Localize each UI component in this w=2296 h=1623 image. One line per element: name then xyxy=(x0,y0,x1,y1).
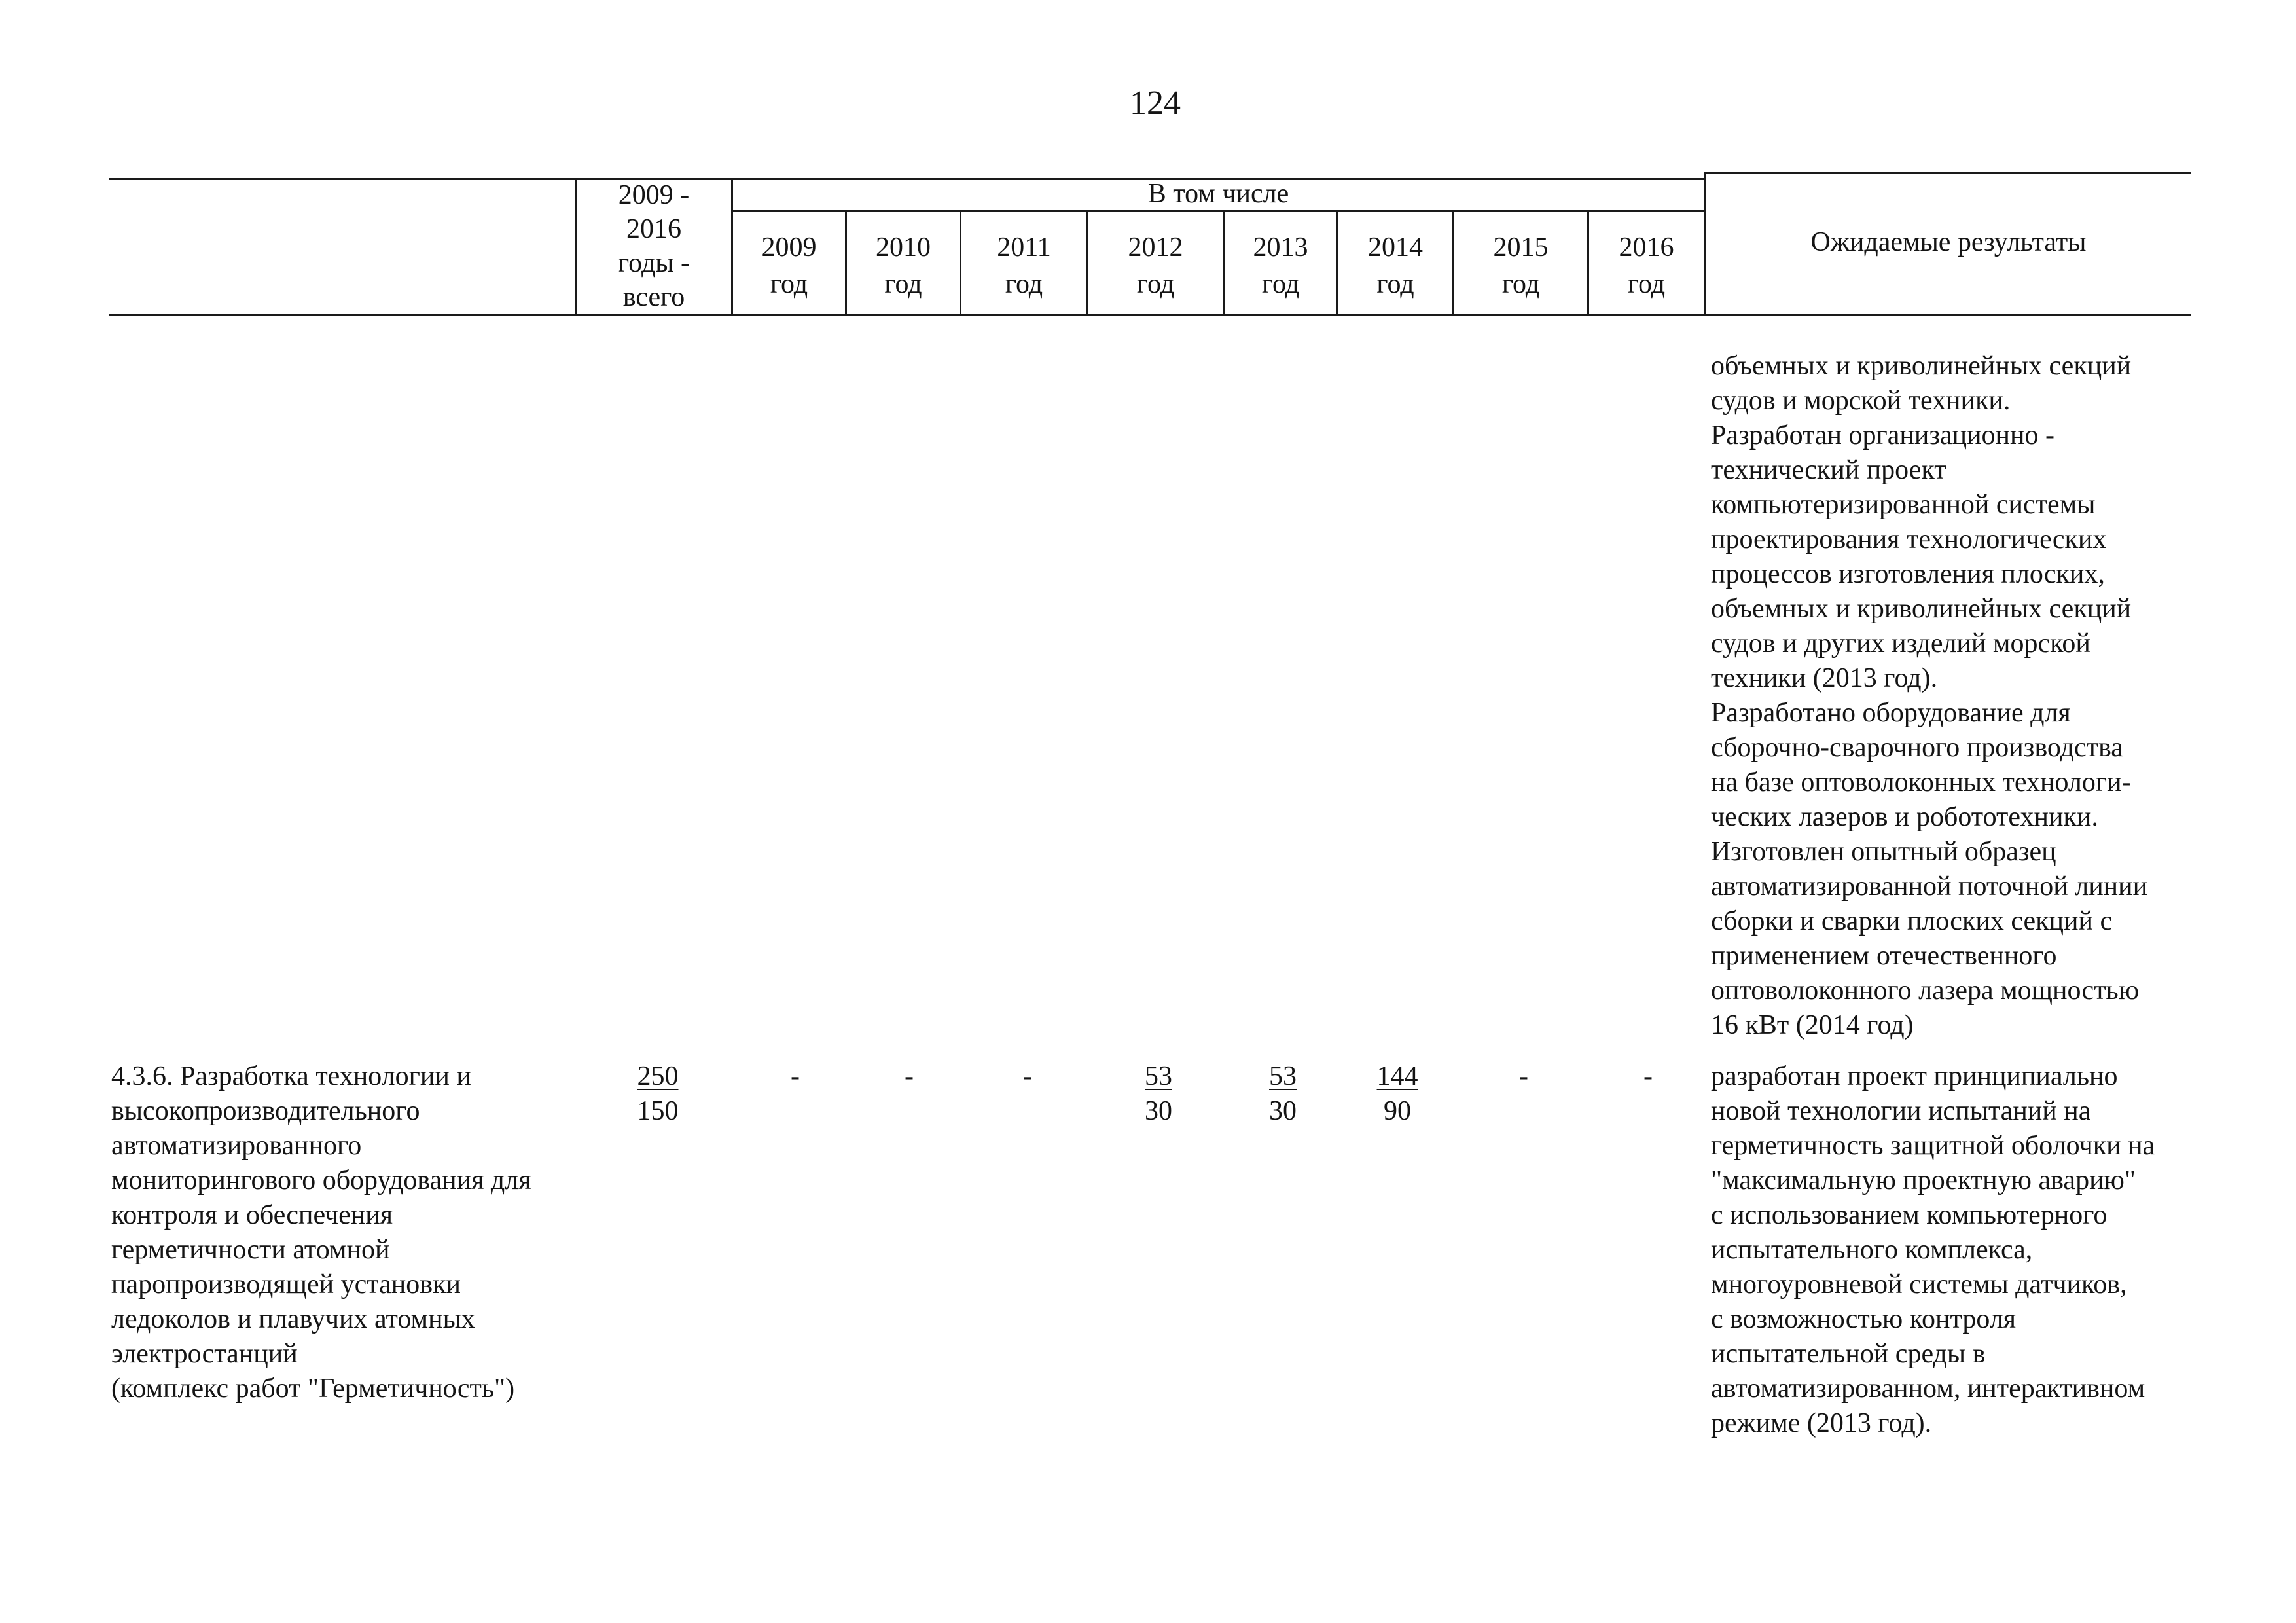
header-year-2015: 2015 год xyxy=(1493,232,1549,299)
row-title-line: ледоколов и плавучих атомных xyxy=(111,1304,475,1334)
total-value-bottom: 150 xyxy=(637,1096,679,1126)
value-2015: - xyxy=(1519,1061,1528,1091)
row-title xyxy=(111,1059,531,1406)
row-results-line: автоматизированном, интерактивном xyxy=(1711,1374,2145,1404)
value-2014-bottom: 90 xyxy=(1384,1096,1411,1126)
results-line: объемных и криволинейных секций xyxy=(1711,351,2132,381)
value-2010: - xyxy=(905,1061,914,1091)
header-total-line: всего xyxy=(622,282,685,312)
row-title-line: высокопроизводительного xyxy=(111,1096,420,1126)
row-title-line: электростанций xyxy=(111,1339,298,1369)
row-title-line: герметичности атомной xyxy=(111,1235,390,1265)
row-title-line: паропроизводящей установки xyxy=(111,1269,461,1300)
header-year-2010: 2010 год xyxy=(876,232,931,299)
row-title-line: 4.3.6. Разработка технологии и xyxy=(111,1061,471,1091)
results-line: Изготовлен опытный образец xyxy=(1711,837,2056,867)
page-number: 124 xyxy=(1130,84,1181,122)
header-results: Ожидаемые результаты xyxy=(1810,227,2087,257)
value-2016: - xyxy=(1643,1061,1653,1091)
total-value xyxy=(622,1059,694,1129)
header-year-2009: 2009 год xyxy=(761,232,817,299)
results-line: Разработан организационно - xyxy=(1711,420,2054,450)
row-title-line: (комплекс работ "Герметичность") xyxy=(111,1374,515,1404)
value-2012-top: 53 xyxy=(1145,1061,1172,1091)
header-year-2011: 2011 год xyxy=(997,232,1051,299)
header-year-2012: 2012 год xyxy=(1128,232,1183,299)
row-results-line: с возможностью контроля xyxy=(1711,1304,2017,1334)
row-results-line: испытательного комплекса, xyxy=(1711,1235,2033,1265)
results-line: сборочно-сварочного производства xyxy=(1711,733,2123,763)
header-year-2013: 2013 год xyxy=(1253,232,1308,299)
header-total-line: 2016 xyxy=(626,214,681,244)
results-line: компьютеризированной системы xyxy=(1711,490,2096,520)
row-title-line: контроля и обеспечения xyxy=(111,1200,393,1230)
row-results-line: многоуровневой системы датчиков, xyxy=(1711,1269,2127,1300)
header-total-cell xyxy=(577,178,731,314)
value-2011: - xyxy=(1023,1061,1032,1091)
results-line: объемных и криволинейных секций xyxy=(1711,594,2132,624)
row-results-line: "максимальную проектную аварию" xyxy=(1711,1165,2136,1195)
results-line: сборки и сварки плоских секций с xyxy=(1711,906,2113,936)
results-line: 16 кВт (2014 год) xyxy=(1711,1010,1914,1040)
results-line: процессов изготовления плоских, xyxy=(1711,559,2105,589)
value-2014 xyxy=(1365,1059,1430,1129)
results-line: техники (2013 год). xyxy=(1711,663,1938,693)
results-line: применением отечественного xyxy=(1711,941,2057,971)
header-total-line: годы - xyxy=(617,248,691,278)
value-2009: - xyxy=(791,1061,800,1091)
value-2013-top: 53 xyxy=(1269,1061,1297,1091)
row-results-line: испытательной среды в xyxy=(1711,1339,1986,1369)
results-line: ческих лазеров и робототехники. xyxy=(1711,802,2098,832)
value-2014-top: 144 xyxy=(1376,1061,1418,1091)
results-line: Разработано оборудование для xyxy=(1711,698,2071,728)
header-top-rule-right xyxy=(1706,172,2191,174)
header-year-2016: 2016 год xyxy=(1619,232,1674,299)
row-results-line: новой технологии испытаний на xyxy=(1711,1096,2091,1126)
results-line: технический проект xyxy=(1711,455,1946,485)
row-results xyxy=(1711,1059,2155,1441)
row-title-line: мониторингового оборудования для xyxy=(111,1165,531,1195)
row-results-line: герметичность защитной оболочки на xyxy=(1711,1131,2155,1161)
header-subgroup: В том числе xyxy=(1147,179,1289,209)
total-value-top: 250 xyxy=(637,1061,679,1091)
row-results-line: разработан проект принципиально xyxy=(1711,1061,2118,1091)
value-2012-bottom: 30 xyxy=(1145,1096,1172,1126)
results-line: судов и морской техники. xyxy=(1711,386,2011,416)
header-bottom-rule xyxy=(109,314,2191,316)
row-title-line: автоматизированного xyxy=(111,1131,362,1161)
row-results-line: с использованием компьютерного xyxy=(1711,1200,2108,1230)
results-line: автоматизированной поточной линии xyxy=(1711,871,2148,902)
value-2012 xyxy=(1126,1059,1191,1129)
results-line: проектирования технологических xyxy=(1711,524,2107,555)
results-line: на базе оптоволоконных технологи- xyxy=(1711,767,2131,797)
header-year-2014: 2014 год xyxy=(1368,232,1423,299)
results-line: оптоволоконного лазера мощностью xyxy=(1711,976,2140,1006)
row-results-line: режиме (2013 год). xyxy=(1711,1408,1932,1438)
results-line: судов и других изделий морской xyxy=(1711,629,2090,659)
continued-results xyxy=(1711,349,2147,1043)
header-total-line: 2009 - xyxy=(618,180,690,210)
value-2013-bottom: 30 xyxy=(1269,1096,1297,1126)
value-2013 xyxy=(1250,1059,1316,1129)
